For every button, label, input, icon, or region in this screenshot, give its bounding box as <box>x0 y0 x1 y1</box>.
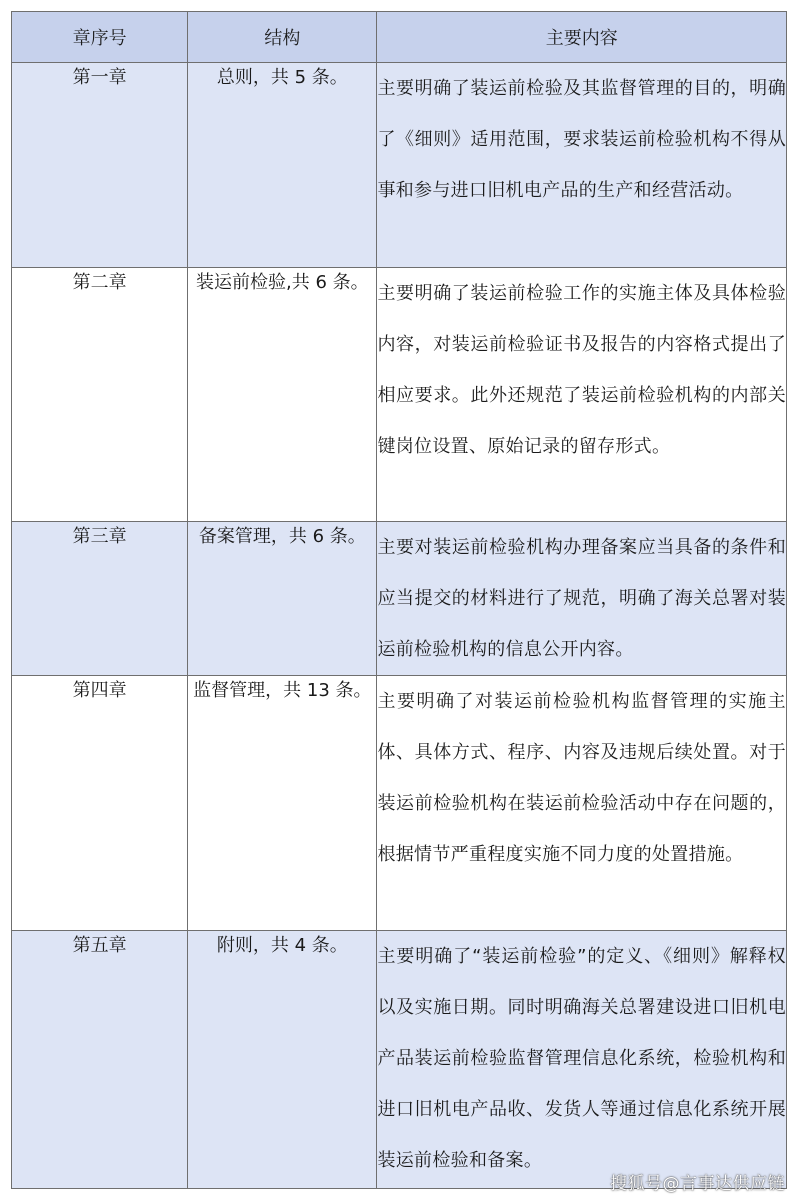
chapter-cell: 第四章 <box>12 676 188 931</box>
table-row <box>12 676 787 931</box>
content-cell: 主要明确了“装运前检验”的定义、《细则》解释权以及实施日期。同时明确海关总署建设进口旧机电产品装运前检验监督管理信息化系统，检验机构和进口旧机电产品收、发货人等通过信息化系统开展装运前检验和备案。 <box>377 931 787 1189</box>
header-content: 主要内容 <box>377 12 787 63</box>
table-header-row <box>12 12 787 63</box>
chapter-cell: 第二章 <box>12 268 188 522</box>
header-chapter: 章序号 <box>12 12 188 63</box>
table-row <box>12 63 787 268</box>
content-cell: 主要明确了对装运前检验机构监督管理的实施主体、具体方式、程序、内容及违规后续处置。对于装运前检验机构在装运前检验活动中存在问题的，根据情节严重程度实施不同力度的处置措施。 <box>377 676 787 931</box>
chapter-cell: 第五章 <box>12 931 188 1189</box>
chapter-cell: 第三章 <box>12 522 188 676</box>
content-cell: 主要明确了装运前检验工作的实施主体及具体检验内容，对装运前检验证书及报告的内容格式提出了相应要求。此外还规范了装运前检验机构的内部关键岗位设置、原始记录的留存形式。 <box>377 268 787 522</box>
structure-cell: 总则，共 5 条。 <box>188 63 377 268</box>
table-row <box>12 931 787 1189</box>
structure-cell: 装运前检验,共 6 条。 <box>188 268 377 522</box>
structure-cell: 备案管理，共 6 条。 <box>188 522 377 676</box>
content-cell: 主要对装运前检验机构办理备案应当具备的条件和应当提交的材料进行了规范，明确了海关总署对装运前检验机构的信息公开内容。 <box>377 522 787 676</box>
content-cell: 主要明确了装运前检验及其监督管理的目的，明确了《细则》适用范围，要求装运前检验机构不得从事和参与进口旧机电产品的生产和经营活动。 <box>377 63 787 268</box>
table-row <box>12 268 787 522</box>
structure-cell: 附则，共 4 条。 <box>188 931 377 1189</box>
watermark-text: 搜狐号@言事达供应链 <box>610 1174 785 1194</box>
table-row <box>12 522 787 676</box>
regulation-structure-table <box>11 11 787 1189</box>
header-structure: 结构 <box>188 12 377 63</box>
chapter-cell: 第一章 <box>12 63 188 268</box>
structure-cell: 监督管理，共 13 条。 <box>188 676 377 931</box>
